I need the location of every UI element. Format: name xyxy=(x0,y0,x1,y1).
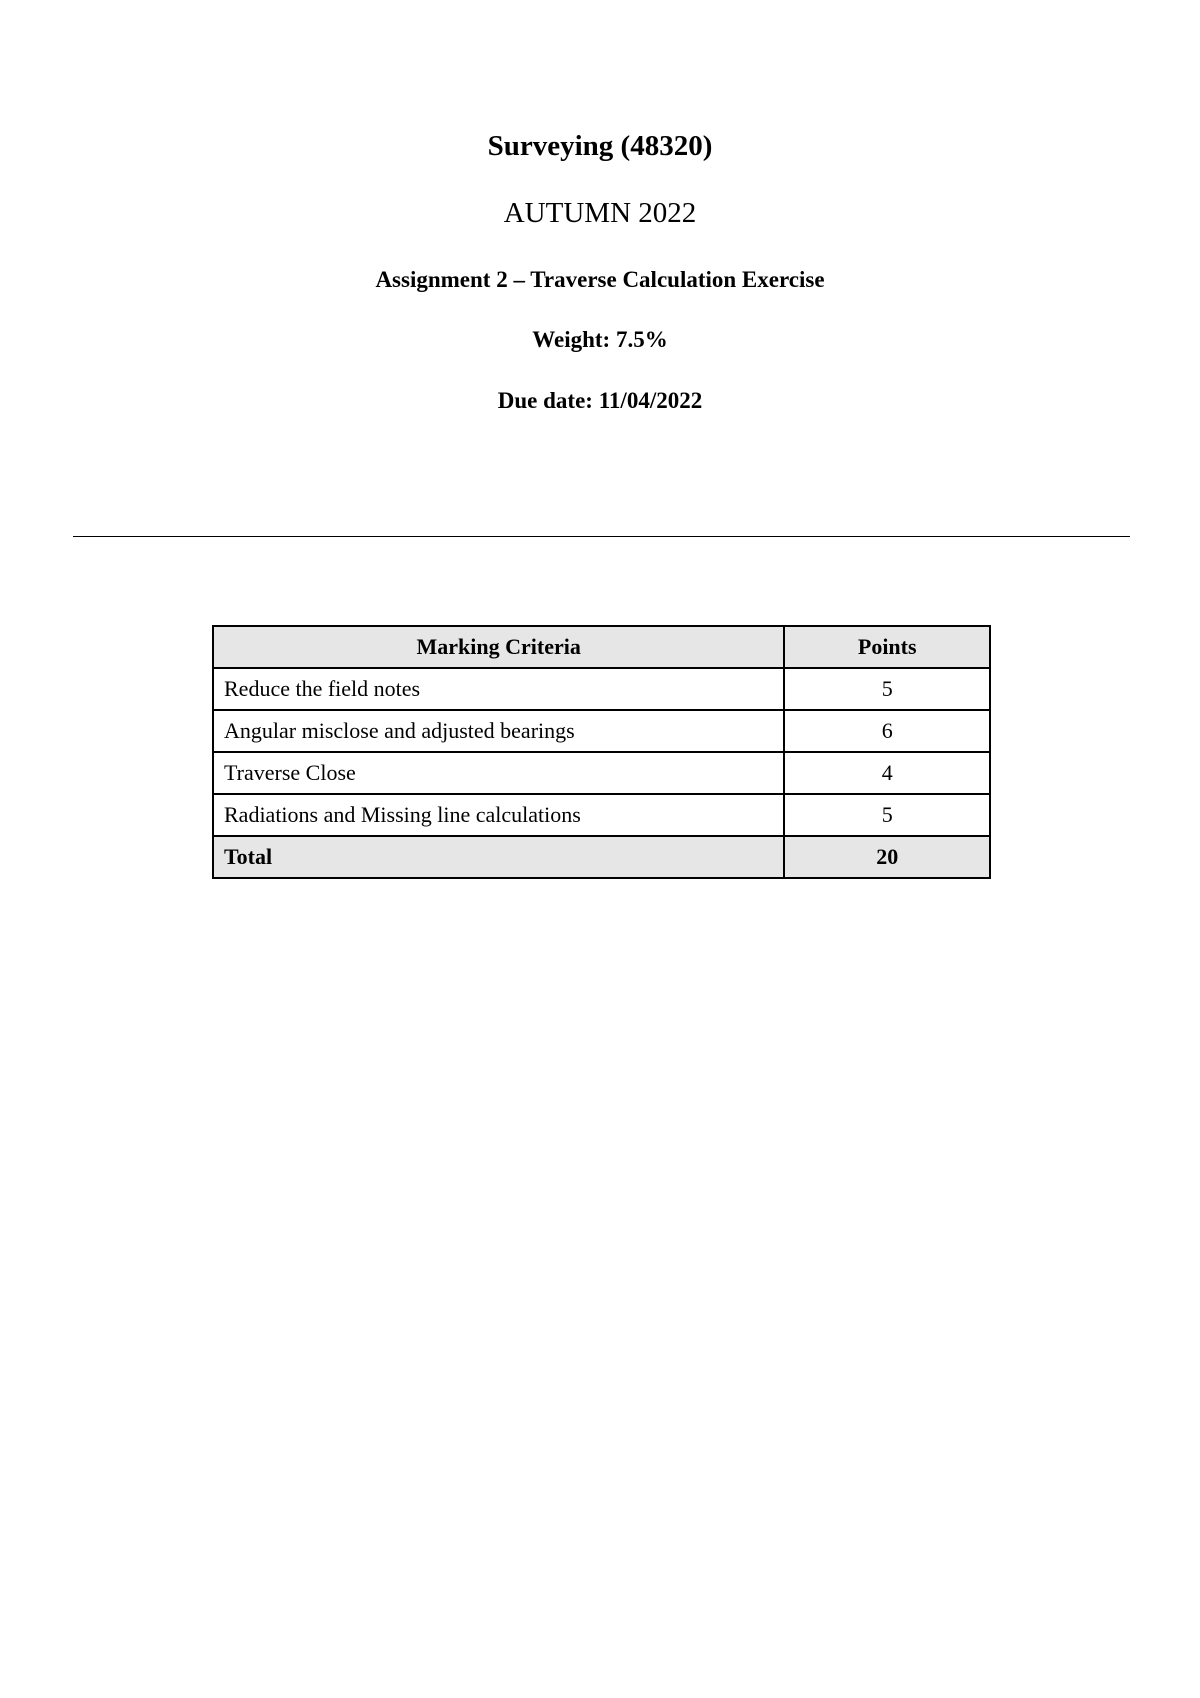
divider-line xyxy=(73,536,1130,537)
criteria-cell: Traverse Close xyxy=(213,752,784,794)
table-row xyxy=(213,668,990,710)
table-row xyxy=(213,710,990,752)
total-row xyxy=(213,836,990,878)
header-points: Points xyxy=(784,626,990,668)
points-cell: 4 xyxy=(784,752,990,794)
course-title: Surveying (48320) xyxy=(487,130,713,162)
marking-criteria-table xyxy=(212,625,991,879)
assignment-title: Assignment 2 – Traverse Calculation Exercise xyxy=(375,267,825,292)
table-row xyxy=(213,794,990,836)
criteria-cell: Radiations and Missing line calculations xyxy=(213,794,784,836)
points-cell: 5 xyxy=(784,794,990,836)
criteria-cell: Reduce the field notes xyxy=(213,668,784,710)
total-label: Total xyxy=(213,836,784,878)
criteria-cell: Angular misclose and adjusted bearings xyxy=(213,710,784,752)
term-label: AUTUMN 2022 xyxy=(503,197,697,229)
table-row xyxy=(213,752,990,794)
points-cell: 5 xyxy=(784,668,990,710)
points-cell: 6 xyxy=(784,710,990,752)
table-header-row xyxy=(213,626,990,668)
due-date-label: Due date: 11/04/2022 xyxy=(497,388,703,413)
weight-label: Weight: 7.5% xyxy=(532,327,668,352)
header-criteria: Marking Criteria xyxy=(213,626,784,668)
total-points: 20 xyxy=(784,836,990,878)
